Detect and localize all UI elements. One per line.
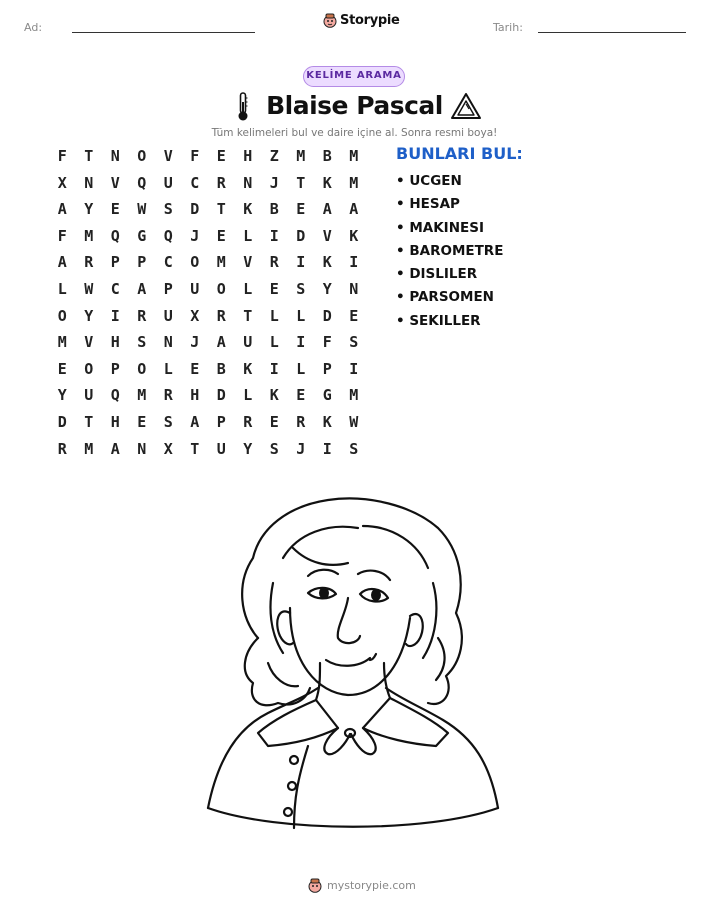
grid-cell[interactable]: W — [349, 412, 359, 431]
grid-cell[interactable]: O — [137, 359, 147, 378]
grid-cell[interactable]: S — [349, 333, 359, 352]
grid-cell[interactable]: I — [349, 253, 359, 272]
grid-cell[interactable]: P — [137, 253, 147, 272]
grid-cell[interactable]: S — [163, 200, 173, 219]
grid-cell[interactable]: E — [137, 412, 147, 431]
grid-cell[interactable]: I — [269, 359, 279, 378]
grid-cell[interactable]: R — [216, 173, 226, 192]
grid-cell[interactable]: M — [137, 386, 147, 405]
grid-cell[interactable]: M — [349, 173, 359, 192]
grid-cell[interactable]: L — [243, 279, 253, 298]
grid-cell[interactable]: W — [84, 279, 94, 298]
grid-cell[interactable]: A — [137, 279, 147, 298]
grid-cell[interactable]: E — [57, 359, 67, 378]
grid-cell[interactable]: A — [57, 253, 67, 272]
grid-cell[interactable]: A — [322, 200, 332, 219]
grid-cell[interactable]: Q — [110, 386, 120, 405]
grid-cell[interactable]: F — [57, 226, 67, 245]
grid-cell[interactable]: X — [57, 173, 67, 192]
grid-cell[interactable]: L — [243, 386, 253, 405]
grid-cell[interactable]: E — [269, 412, 279, 431]
grid-cell[interactable]: Q — [163, 226, 173, 245]
grid-cell[interactable]: F — [322, 333, 332, 352]
grid-cell[interactable]: K — [322, 253, 332, 272]
grid-cell[interactable]: Z — [269, 147, 279, 165]
grid-cell[interactable]: T — [84, 412, 94, 431]
grid-cell[interactable]: T — [216, 200, 226, 219]
grid-cell[interactable]: C — [163, 253, 173, 272]
date-line — [538, 32, 686, 33]
grid-cell[interactable]: E — [349, 306, 359, 325]
grid-cell[interactable]: U — [243, 333, 253, 352]
grid-cell[interactable]: T — [296, 173, 306, 192]
blaise-pascal-portrait — [198, 488, 508, 848]
grid-cell[interactable]: Y — [57, 386, 67, 405]
grid-cell[interactable]: I — [349, 359, 359, 378]
grid-cell[interactable]: H — [243, 147, 253, 165]
grid-cell[interactable]: Y — [84, 200, 94, 219]
word-list — [396, 172, 503, 335]
grid-cell[interactable]: P — [110, 253, 120, 272]
grid-cell[interactable]: S — [137, 333, 147, 352]
grid-cell[interactable]: N — [163, 333, 173, 352]
grid-cell[interactable]: B — [269, 200, 279, 219]
grid-cell[interactable]: U — [84, 386, 94, 405]
grid-cell[interactable]: W — [137, 200, 147, 219]
grid-cell[interactable]: I — [296, 333, 306, 352]
grid-cell[interactable]: N — [84, 173, 94, 192]
grid-cell[interactable]: E — [296, 386, 306, 405]
grid-cell[interactable]: R — [216, 306, 226, 325]
grid-cell[interactable]: T — [84, 147, 94, 165]
grid-cell[interactable]: L — [296, 306, 306, 325]
grid-cell[interactable]: B — [322, 147, 332, 165]
grid-cell[interactable]: F — [57, 147, 67, 165]
grid-cell[interactable]: I — [269, 226, 279, 245]
word-list-item: • UCGEN — [396, 173, 462, 189]
grid-cell[interactable]: O — [137, 147, 147, 165]
word-list-item: • SEKILLER — [396, 312, 481, 329]
page-title: Blaise Pascal — [266, 91, 443, 120]
word-list-title: BUNLARI BUL: — [396, 144, 523, 163]
grid-cell[interactable]: X — [163, 439, 173, 458]
grid-cell[interactable]: R — [163, 386, 173, 405]
grid-cell[interactable]: N — [110, 147, 120, 165]
grid-cell[interactable]: M — [57, 333, 67, 352]
brand-logo — [323, 13, 400, 28]
grid-cell[interactable]: L — [163, 359, 173, 378]
grid-cell[interactable]: P — [163, 279, 173, 298]
grid-cell[interactable]: K — [269, 386, 279, 405]
grid-cell[interactable]: I — [322, 439, 332, 458]
grid-cell[interactable]: V — [110, 173, 120, 192]
grid-cell[interactable]: M — [84, 226, 94, 245]
grid-cell[interactable]: R — [269, 253, 279, 272]
grid-cell[interactable]: L — [243, 226, 253, 245]
grid-cell[interactable]: M — [296, 147, 306, 165]
grid-cell[interactable]: K — [322, 412, 332, 431]
grid-cell[interactable]: J — [296, 439, 306, 458]
grid-cell[interactable]: B — [216, 359, 226, 378]
grid-cell[interactable]: D — [216, 386, 226, 405]
grid-cell[interactable]: U — [163, 306, 173, 325]
grid-cell[interactable]: E — [216, 226, 226, 245]
grid-cell[interactable]: K — [349, 226, 359, 245]
grid-cell[interactable]: S — [296, 279, 306, 298]
grid-cell[interactable]: T — [190, 439, 200, 458]
footer — [308, 878, 416, 893]
footer-url: mystorypie.com — [327, 879, 416, 892]
grid-cell[interactable]: P — [322, 359, 332, 378]
grid-cell[interactable]: E — [296, 200, 306, 219]
grid-cell[interactable]: H — [110, 412, 120, 431]
grid-cell[interactable]: O — [57, 306, 67, 325]
grid-cell[interactable]: G — [322, 386, 332, 405]
grid-cell[interactable]: T — [243, 306, 253, 325]
grid-cell[interactable]: O — [216, 279, 226, 298]
grid-cell[interactable]: R — [296, 412, 306, 431]
word-list-item: • MAKINESI — [396, 219, 484, 236]
grid-cell[interactable]: L — [296, 359, 306, 378]
grid-cell[interactable]: A — [216, 333, 226, 352]
grid-cell[interactable]: J — [190, 226, 200, 245]
word-list-item: • DISLILER — [396, 266, 478, 283]
grid-cell[interactable]: V — [322, 226, 332, 245]
grid-cell[interactable]: M — [349, 147, 359, 165]
grid-cell[interactable]: E — [190, 359, 200, 378]
grid-cell[interactable]: S — [163, 412, 173, 431]
grid-cell[interactable]: E — [269, 279, 279, 298]
grid-cell[interactable]: A — [349, 200, 359, 219]
storypie-mascot-icon — [323, 13, 337, 28]
grid-cell[interactable]: G — [137, 226, 147, 245]
grid-cell[interactable]: C — [190, 173, 200, 192]
grid-cell[interactable]: S — [349, 439, 359, 458]
grid-cell[interactable]: R — [57, 439, 67, 458]
grid-cell[interactable]: R — [243, 412, 253, 431]
grid-cell[interactable]: Q — [137, 173, 147, 192]
grid-cell[interactable]: H — [190, 386, 200, 405]
grid-cell[interactable]: P — [216, 412, 226, 431]
grid-cell[interactable]: D — [322, 306, 332, 325]
grid-cell[interactable]: O — [190, 253, 200, 272]
grid-cell[interactable]: A — [57, 200, 67, 219]
grid-cell[interactable]: K — [243, 200, 253, 219]
grid-cell[interactable]: R — [84, 253, 94, 272]
grid-cell[interactable]: R — [137, 306, 147, 325]
grid-cell[interactable]: Y — [322, 279, 332, 298]
grid-cell[interactable]: U — [216, 439, 226, 458]
date-label: Tarih: — [493, 21, 523, 34]
grid-cell[interactable]: N — [243, 173, 253, 192]
grid-cell[interactable]: M — [84, 439, 94, 458]
grid-cell[interactable]: Y — [84, 306, 94, 325]
grid-cell[interactable]: X — [190, 306, 200, 325]
grid-cell[interactable]: M — [349, 386, 359, 405]
grid-cell[interactable]: U — [163, 173, 173, 192]
grid-cell[interactable]: E — [110, 200, 120, 219]
grid-cell[interactable]: P — [110, 359, 120, 378]
grid-cell[interactable]: N — [137, 439, 147, 458]
grid-cell[interactable]: D — [296, 226, 306, 245]
grid-cell[interactable]: M — [216, 253, 226, 272]
grid-cell[interactable]: I — [296, 253, 306, 272]
grid-cell[interactable]: D — [57, 412, 67, 431]
grid-cell[interactable]: L — [269, 333, 279, 352]
name-label: Ad: — [24, 21, 43, 34]
grid-cell[interactable]: H — [110, 333, 120, 352]
instructions: Tüm kelimeleri bul ve daire içine al. Sonra resmi boya! — [211, 127, 498, 139]
word-list-item: • HESAP — [396, 196, 460, 213]
grid-cell[interactable]: C — [110, 279, 120, 298]
grid-cell[interactable]: J — [190, 333, 200, 352]
grid-cell[interactable]: F — [190, 147, 200, 165]
activity-badge: KELİME ARAMA — [303, 66, 405, 87]
grid-cell[interactable]: I — [110, 306, 120, 325]
name-line — [72, 32, 255, 33]
grid-cell[interactable]: S — [269, 439, 279, 458]
grid-cell[interactable]: L — [269, 306, 279, 325]
triangle-icon — [450, 92, 482, 120]
grid-cell[interactable]: J — [269, 173, 279, 192]
grid-cell[interactable]: Q — [110, 226, 120, 245]
word-search-grid[interactable] — [49, 148, 367, 467]
grid-cell[interactable]: U — [190, 279, 200, 298]
grid-cell[interactable]: A — [110, 439, 120, 458]
storypie-mascot-icon — [308, 878, 322, 893]
grid-cell[interactable]: K — [243, 359, 253, 378]
word-list-item: • PARSOMEN — [396, 289, 494, 306]
word-list-item: • BAROMETRE — [396, 242, 504, 259]
grid-cell[interactable]: V — [163, 147, 173, 165]
grid-cell[interactable]: L — [57, 279, 67, 298]
grid-cell[interactable]: O — [84, 359, 94, 378]
grid-cell[interactable]: E — [216, 147, 226, 165]
grid-cell[interactable]: D — [190, 200, 200, 219]
brand-name: Storypie — [340, 13, 400, 28]
grid-cell[interactable]: A — [190, 412, 200, 431]
grid-cell[interactable]: V — [84, 333, 94, 352]
grid-cell[interactable]: V — [243, 253, 253, 272]
grid-cell[interactable]: Y — [243, 439, 253, 458]
grid-cell[interactable]: K — [322, 173, 332, 192]
grid-cell[interactable]: N — [349, 279, 359, 298]
